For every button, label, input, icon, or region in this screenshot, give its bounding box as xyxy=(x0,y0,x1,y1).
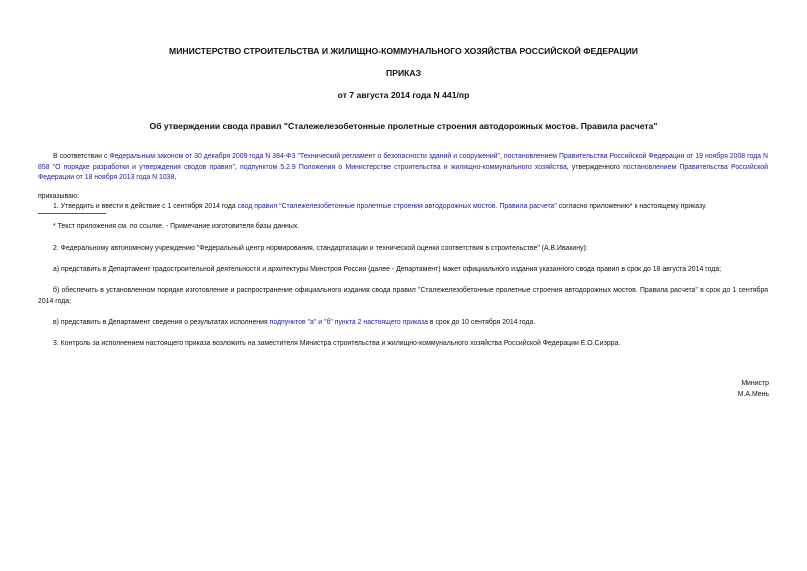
link-federal-law[interactable]: Федеральным законом от 30 декабря 2009 года N 384-ФЗ "Технический регламент о безопасности зданий и сооружений" xyxy=(109,153,500,160)
link-subparagraphs-a-b[interactable]: подпунктов "а" и "б" пункта 2 настоящего приказа xyxy=(269,319,428,326)
item-2c-text-1: в) представить в Департамент сведения о результатах исполнения xyxy=(53,319,270,326)
date-number-heading: от 7 августа 2014 года N 441/пр xyxy=(337,90,470,100)
item-1-text-1: 1. Утвердить и ввести в действие с 1 сентября 2014 года xyxy=(53,203,238,210)
ministry-heading: МИНИСТЕРСТВО СТРОИТЕЛЬСТВА И ЖИЛИЩНО-КОММУНАЛЬНОГО ХОЗЯЙСТВА РОССИЙСКОЙ ФЕДЕРАЦИИ xyxy=(169,46,638,56)
item-3: 3. Контроль за исполнением настоящего приказа возложить на заместителя Министра строительства и жилищно-коммунального хозяйства Российской Федерации Е.О.Сиэрра. xyxy=(53,340,621,347)
preamble-text-3: , xyxy=(234,163,241,171)
link-government-decree-1038[interactable]: постановлением Правительства Российской Федерации от 18 ноября 2013 года N 1038 xyxy=(38,163,768,181)
doc-type-heading: ПРИКАЗ xyxy=(386,68,421,78)
item-2: 2. Федеральному автономному учреждению "Федеральный центр нормирования, стандартизации и технической оценки соответствия в строительстве" (А.В.Ивакину): xyxy=(53,245,588,252)
preamble-text-2: , xyxy=(499,153,504,160)
footnote-divider xyxy=(38,213,106,214)
item-2b: б) обеспечить в установленном порядке изготовление и распространение официального издания свода правил "Сталежелезобетонные пролетные строения автодорожных мостов. Правила расчета" в срок до 1 сентября 2014 года; xyxy=(38,287,768,305)
preamble-text-4: , утвержденного xyxy=(566,163,624,171)
footnote: * Текст приложения см. по ссылке. - Примечание изготовителя базы данных. xyxy=(53,223,300,230)
link-government-decree-858[interactable]: постановлением Правительства Российской Федерации от 19 ноября 2008 года N 858 "О порядке разработки и утверждения сводов правил" xyxy=(38,153,768,171)
signature-name: М.А.Мень xyxy=(737,391,769,398)
document-title: Об утверждении свода правил "Сталежелезобетонные пролетные строения автодорожных мостов. Правила расчета" xyxy=(149,121,658,131)
item-1-text-2: согласно приложению* к настоящему приказу. xyxy=(556,203,707,210)
preamble-text-1: В соответствии с xyxy=(53,153,110,160)
signature-position: Министр xyxy=(741,380,769,387)
link-code-of-rules[interactable]: свод правил "Сталежелезобетонные пролетные строения автодорожных мостов. Правила расчета" xyxy=(237,203,557,210)
item-1 xyxy=(38,202,768,213)
link-subparagraph-5-2-9[interactable]: подпунктом 5.2.9 Положения о Министерстве строительства и жилищно-коммунального хозяйства xyxy=(240,163,567,171)
item-2c xyxy=(38,318,768,329)
item-2c-text-2: в срок до 10 сентября 2014 года. xyxy=(428,319,536,326)
preamble-paragraph xyxy=(38,152,768,184)
order-word: приказываю: xyxy=(38,193,79,200)
item-2a: а) представить в Департамент градостроительной деятельности и архитектуры Минстроя России (далее - Департамент) макет официального издания указанного свода правил в срок до 18 августа 2014 года; xyxy=(53,266,722,273)
preamble-text-5: , xyxy=(174,174,177,181)
